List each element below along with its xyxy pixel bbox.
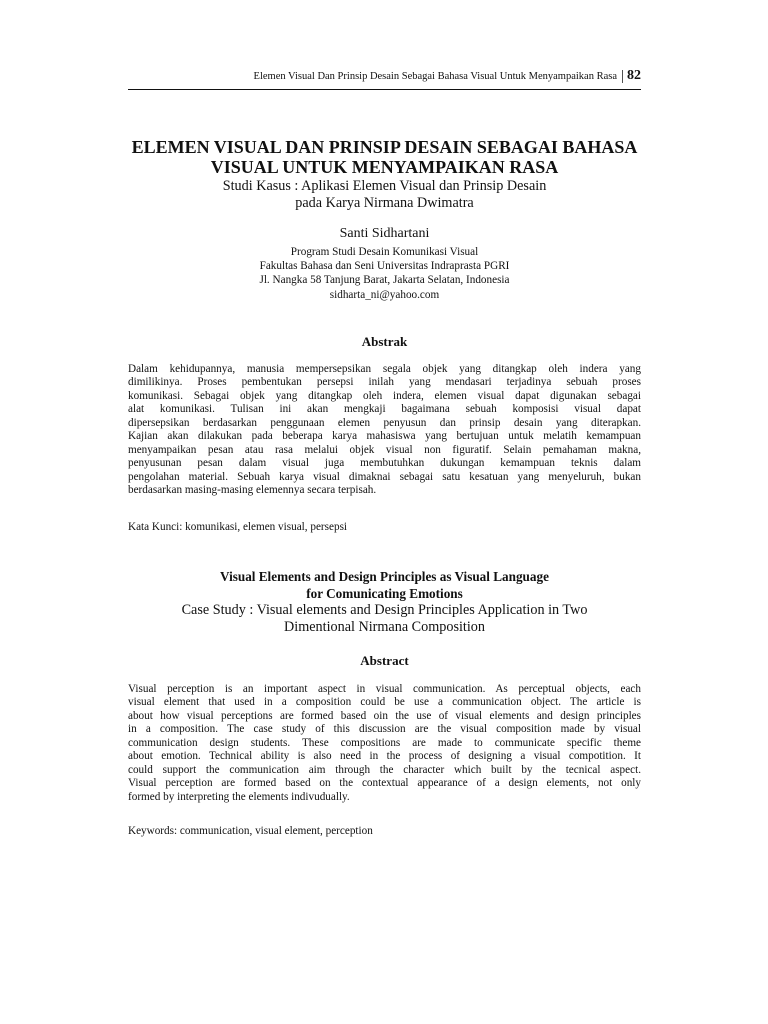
english-subtitle-line-2: Dimentional Nirmana Composition — [284, 619, 485, 635]
author-email: sidharta_ni@yahoo.com — [329, 288, 440, 301]
english-subtitle — [128, 602, 641, 636]
english-subtitle-line-1: Case Study : Visual elements and Design Principles Application in Two — [181, 602, 588, 618]
paragraph-line: could support the communication aim through the character which built by the tecnical aspect. — [128, 763, 641, 776]
affiliation-faculty: Fakultas Bahasa dan Seni Universitas Indraprasta PGRI — [259, 260, 510, 273]
subtitle-line-1: Studi Kasus : Aplikasi Elemen Visual dan Prinsip Desain — [222, 178, 547, 194]
paragraph-line: in a composition. The case study of this discussion are the visual composition made by visual — [128, 723, 641, 736]
paragraph-line: Visual perception are formed based on the contextual appearance of a design elements, not only — [128, 777, 641, 790]
paper-subtitle — [128, 178, 641, 212]
affiliation-program: Program Studi Desain Komunikasi Visual — [290, 246, 479, 258]
title-line-1: ELEMEN VISUAL DAN PRINSIP DESAIN SEBAGAI BAHASA — [131, 137, 638, 157]
author-affiliation — [128, 245, 641, 302]
paragraph-line: about emotion. Technical ability is also need in the process of designing a visual compotition. It — [128, 750, 641, 763]
paragraph-line: alat komunikasi. Tulisan ini akan mengkaji bagaimana sebuah komposisi visual dapat — [128, 403, 641, 416]
paragraph-line: Visual perception is an important aspect in visual communication. As perceptual objects, each — [128, 683, 641, 695]
paper-title — [128, 137, 641, 177]
page-number: 82 — [627, 68, 641, 83]
title-line-2: VISUAL UNTUK MENYAMPAIKAN RASA — [210, 157, 559, 177]
author-name: Santi Sidhartani — [339, 226, 430, 241]
english-title-line-2: for Comunicating Emotions — [306, 586, 463, 601]
paragraph-line: menyampaikan pesan atau rasa melalui objek visual non figuratif. Selain pemahaman makna, — [128, 443, 641, 456]
affiliation-address: Jl. Nangka 58 Tanjung Barat, Jakarta Selatan, Indonesia — [259, 274, 510, 287]
paragraph-line: about how visual perceptions are formed based oin the use of visual elements and design principles — [128, 709, 641, 722]
abstract-heading: Abstract — [360, 653, 409, 668]
paragraph-line: visual element that used in a composition could be use a communication object. The article is — [128, 696, 641, 709]
kata-kunci: Kata Kunci: komunikasi, elemen visual, persepsi — [128, 521, 348, 533]
paragraph-line: Dalam kehidupannya, manusia mempersepsikan segala objek yang ditangkap oleh indera yang — [128, 363, 641, 375]
header-separator: | — [620, 68, 624, 84]
paragraph-line: komunikasi. Sebagai objek yang ditangkap oleh indera, elemen visual dapat digunakan sebagai — [128, 389, 641, 402]
english-title — [128, 568, 641, 602]
paragraph-line: dimilikinya. Proses pembentukan persepsi inilah yang mendasari terjadinya sebuah proses — [128, 376, 641, 389]
paragraph-line: formed by interpreting the elements indivudually. — [128, 790, 350, 803]
running-title: Elemen Visual Dan Prinsip Desain Sebagai Bahasa Visual Untuk Menyampaikan Rasa — [253, 71, 617, 82]
english-keywords: Keywords: communication, visual element, perception — [128, 825, 373, 837]
paragraph-line: penyusunan pesan dalam visual juga membutuhkan dukungan kemampuan teknis dalam — [128, 457, 641, 470]
running-header — [128, 68, 641, 84]
english-title-line-1: Visual Elements and Design Principles as Visual Language — [220, 569, 549, 584]
abstrak-heading: Abstrak — [361, 334, 408, 349]
subtitle-line-2: pada Karya Nirmana Dwimatra — [295, 195, 474, 211]
abstrak-paragraph — [128, 363, 641, 498]
paragraph-line: pengolahan material. Sebuah karya visual dimaknai sebagai satu kesatuan yang menyeluruh, bukan — [128, 470, 641, 483]
paragraph-line: Kajian akan dilakukan pada beberapa karya mahasiswa yang bertujuan untuk melatih kemampuan — [128, 430, 641, 443]
header-rule — [128, 89, 641, 90]
paragraph-line: dipersepsikan berdasarkan penggunaan elemen penyusun dan prinsip desain yang diterapkan. — [128, 416, 641, 429]
paragraph-line: berdasarkan masing-masing elemennya secara terpisah. — [128, 484, 377, 497]
paragraph-line: communication design students. These compositions are made to communicate specific theme — [128, 736, 641, 749]
abstract-paragraph — [128, 683, 641, 804]
